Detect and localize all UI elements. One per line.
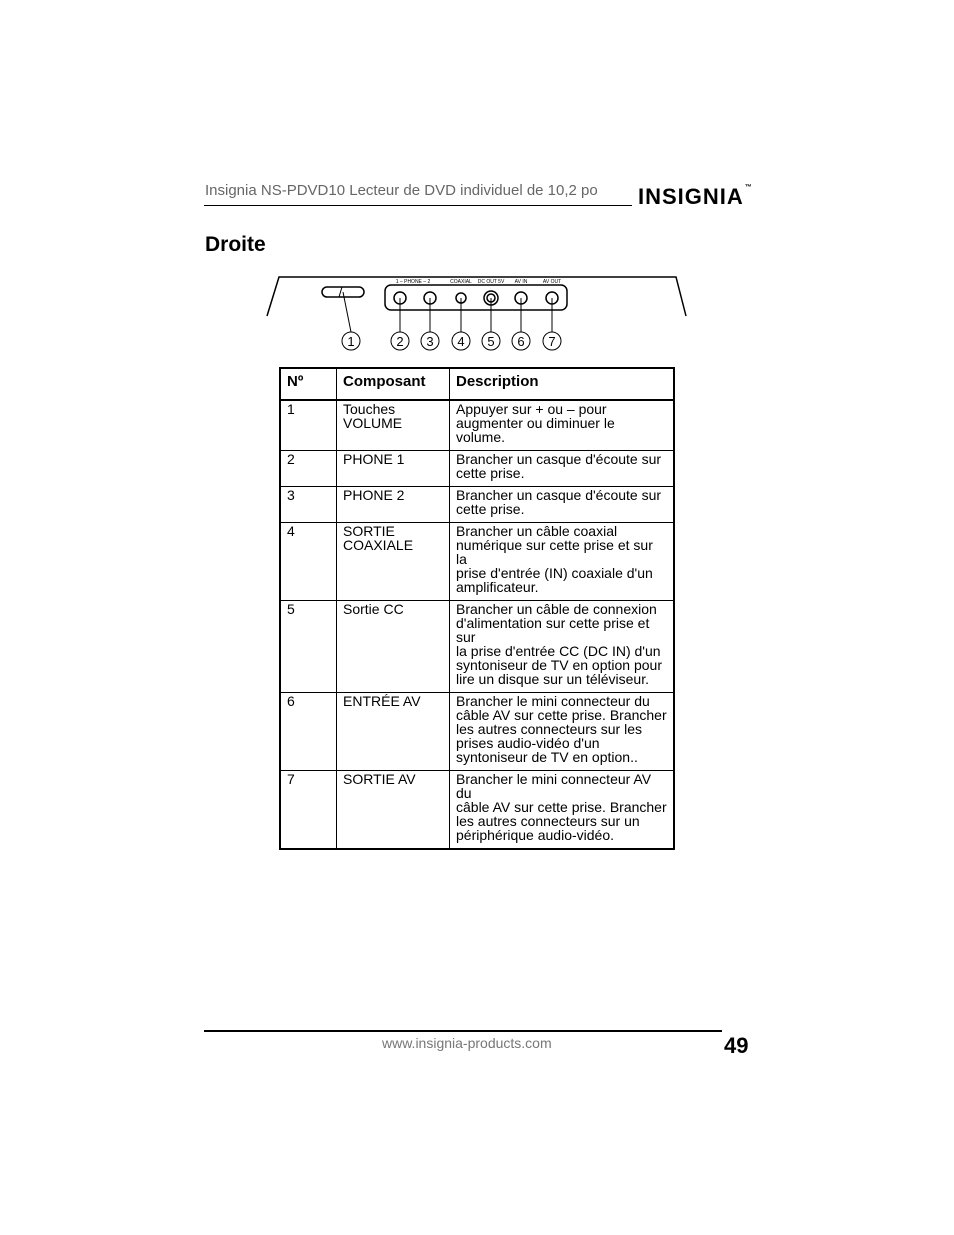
section-title: Droite [205,233,266,256]
callout-6: 6 [517,334,525,349]
description-line: cette prise. [456,465,525,481]
description-line: prise d'entrée (IN) coaxiale d'un [456,565,653,581]
callout-4: 4 [457,334,465,349]
description-line: périphérique audio-vidéo. [456,827,614,843]
description-line: syntoniseur de TV en option.. [456,749,638,765]
port-label-av-in: AV IN [514,279,528,285]
components-table [279,367,675,850]
logo-text: INSIGNIA [638,184,744,209]
component-cell [337,400,450,451]
description-cell [450,451,675,487]
description-line: Brancher le mini connecteur du [456,693,650,709]
description-line: Brancher un câble coaxial [456,523,618,539]
row-number: 3 [280,487,337,523]
footer-rule [204,1030,722,1032]
component-line: VOLUME [343,415,403,431]
page-number: 49 [724,1033,749,1058]
component-line: PHONE 2 [343,487,405,503]
description-cell [450,400,675,451]
row-number: 2 [280,451,337,487]
description-line: syntoniseur de TV en option pour [456,657,662,673]
description-cell [450,601,675,693]
row-number: 1 [280,400,337,451]
description-cell [450,523,675,601]
callout-3: 3 [426,334,434,349]
insignia-logo [638,184,753,210]
table-row [280,601,674,693]
component-cell [337,451,450,487]
port-label-av-out: AV OUT [542,279,562,285]
description-line: les autres connecteurs sur un [456,813,640,829]
component-line: COAXIALE [343,537,414,553]
description-cell [450,693,675,771]
callout-1: 1 [347,334,355,349]
component-line: Touches [343,401,396,417]
table-row [280,451,674,487]
component-line: Sortie CC [343,601,404,617]
port-label-phone: 1 – PHONE – 2 [395,279,431,285]
table-row [280,487,674,523]
description-line: Appuyer sur + ou – pour [456,401,607,417]
description-line: Brancher le mini connecteur AV du [456,771,652,801]
table-header-row [280,368,674,400]
header-description: Description [450,368,675,400]
row-number: 4 [280,523,337,601]
description-line: lire un disque sur un téléviseur. [456,671,649,687]
footer-url: www.insignia-products.com [382,1035,552,1051]
header-component: Composant [337,368,450,400]
header-rule [204,205,632,206]
component-cell [337,601,450,693]
description-line: Brancher un casque d'écoute sur [456,487,662,503]
volume-switch-divider [339,287,342,297]
component-cell [337,487,450,523]
component-line: SORTIE [343,523,395,539]
header-number: Nº [280,368,337,400]
component-cell [337,523,450,601]
table-row [280,400,674,451]
row-number: 5 [280,601,337,693]
port-label-dc-out: DC OUT 5V [477,279,505,285]
description-line: câble AV sur cette prise. Brancher [456,799,667,815]
running-header: Insignia NS-PDVD10 Lecteur de DVD individuel de 10,2 po [205,182,598,199]
component-line: ENTRÉE AV [343,693,421,709]
component-cell [337,693,450,771]
description-line: numérique sur cette prise et sur la [456,537,653,567]
description-line: Brancher un câble de connexion [456,601,657,617]
component-line: SORTIE AV [343,771,416,787]
description-cell [450,771,675,850]
table-row [280,523,674,601]
callout-5: 5 [487,334,495,349]
table-row [280,693,674,771]
right-side-diagram [265,274,689,358]
logo-trademark: ™ [744,184,753,191]
jack-panel [385,285,567,310]
description-line: prises audio-vidéo d'un [456,735,600,751]
callout-2: 2 [396,334,404,349]
component-line: PHONE 1 [343,451,405,467]
row-number: 6 [280,693,337,771]
component-cell [337,771,450,850]
description-line: les autres connecteurs sur les [456,721,642,737]
port-label-coaxial: COAXIAL [450,279,472,285]
row-number: 7 [280,771,337,850]
table-row [280,771,674,850]
callout-7: 7 [548,334,556,349]
description-cell [450,487,675,523]
description-line: la prise d'entrée CC (DC IN) d'un [456,643,661,659]
description-line: câble AV sur cette prise. Brancher [456,707,667,723]
description-line: cette prise. [456,501,525,517]
description-line: augmenter ou diminuer le volume. [456,415,615,445]
description-line: d'alimentation sur cette prise et sur [456,615,650,645]
leader-line-1 [343,292,351,332]
description-line: amplificateur. [456,579,539,595]
description-line: Brancher un casque d'écoute sur [456,451,662,467]
